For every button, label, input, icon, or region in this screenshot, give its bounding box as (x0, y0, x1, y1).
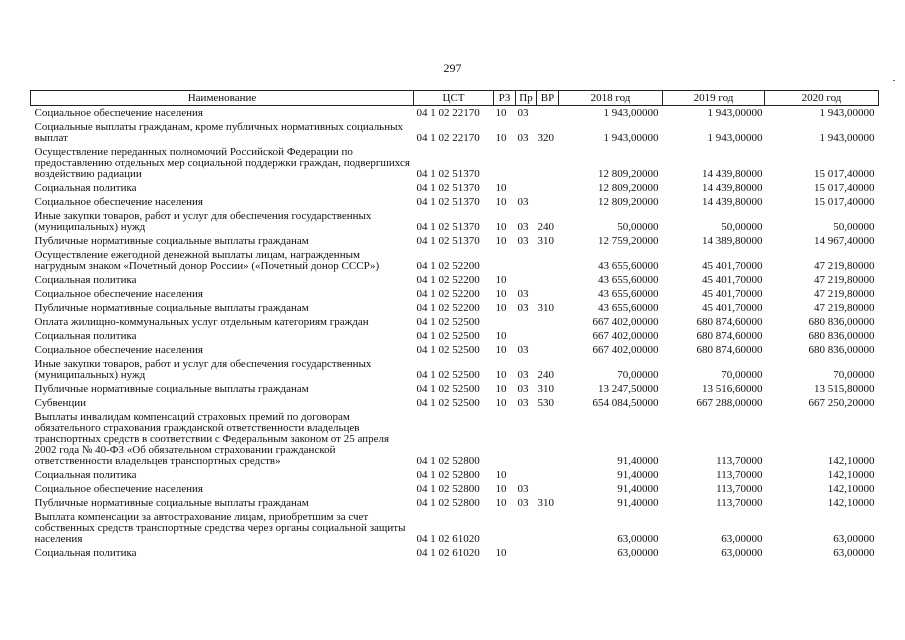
table-row (31, 546, 879, 560)
table-row (31, 106, 879, 121)
cell-2020: 63,00000 (833, 547, 875, 559)
cell-2019: 50,00000 (721, 221, 763, 233)
cell-vr: 240 (537, 221, 554, 233)
cell-vr (537, 248, 559, 273)
cell-cst: 04 1 02 52500 (416, 330, 480, 342)
table-row (31, 120, 879, 145)
cell-vr: 310 (537, 383, 554, 395)
cell-2018: 12 809,20000 (598, 182, 659, 194)
cell-2020: 142,10000 (827, 497, 875, 509)
cell-pr: 03 (517, 383, 529, 395)
cell-pr: 03 (517, 483, 529, 495)
cell-2020: 63,00000 (833, 533, 875, 545)
cell-pr: 03 (517, 288, 529, 300)
cell-pr: 03 (517, 497, 529, 509)
cell-2019: 63,00000 (721, 547, 763, 559)
cell-pr: 03 (517, 235, 529, 247)
cell-vr (537, 510, 559, 546)
cell-2020: 15 017,40000 (814, 196, 875, 208)
cell-cst: 04 1 02 52800 (416, 455, 480, 467)
table-row (31, 234, 879, 248)
cell-cst: 04 1 02 52800 (416, 483, 480, 495)
cell-pr: 03 (517, 107, 529, 119)
cell-2019: 63,00000 (721, 533, 763, 545)
cell-2018: 43 655,60000 (598, 274, 659, 286)
cell-2018: 1 943,00000 (603, 107, 659, 119)
cell-vr: 310 (537, 235, 554, 247)
cell-pr: 03 (517, 132, 529, 144)
cell-name: Публичные нормативные социальные выплаты гражданам (34, 235, 309, 247)
cell-rz: 10 (495, 547, 507, 559)
cell-vr: 310 (537, 497, 554, 509)
cell-2020: 50,00000 (833, 221, 875, 233)
cell-name: Социальное обеспечение населения (34, 288, 203, 300)
page-number: 297 (443, 61, 462, 75)
cell-name: Иные закупки товаров, работ и услуг для обеспечения государственных (муниципальных) нужд (34, 358, 372, 381)
cell-rz: 10 (495, 196, 507, 208)
header-name: Наименование (31, 91, 414, 106)
cell-2020: 47 219,80000 (814, 274, 875, 286)
cell-rz: 10 (495, 288, 507, 300)
cell-2019: 14 439,80000 (702, 168, 763, 180)
cell-cst: 04 1 02 61020 (416, 547, 480, 559)
cell-2019: 45 401,70000 (702, 274, 763, 286)
cell-vr: 240 (537, 369, 554, 381)
cell-pr: 03 (517, 397, 529, 409)
header-vr: ВР (537, 91, 559, 106)
table-row (31, 482, 879, 496)
table-body (31, 106, 879, 561)
cell-name: Осуществление переданных полномочий Российской Федерации по предоставлению отдельных мер социальной поддержки граждан, подвергшихся воздействию радиации (34, 146, 410, 180)
cell-rz (494, 145, 516, 181)
cell-name: Социальная политика (34, 274, 137, 286)
cell-rz (494, 315, 516, 329)
cell-vr (537, 287, 559, 301)
cell-vr: 310 (537, 302, 554, 314)
cell-2020: 142,10000 (827, 483, 875, 495)
cell-rz: 10 (495, 383, 507, 395)
cell-2019: 667 288,00000 (696, 397, 763, 409)
cell-cst: 04 1 02 52200 (416, 302, 480, 314)
cell-cst: 04 1 02 51370 (416, 235, 480, 247)
cell-name: Субвенции (34, 397, 87, 409)
cell-rz: 10 (495, 469, 507, 481)
cell-pr (516, 510, 537, 546)
cell-name: Социальная политика (34, 547, 137, 559)
cell-rz: 10 (495, 235, 507, 247)
cell-rz: 10 (495, 397, 507, 409)
header-2018: 2018 год (559, 91, 663, 106)
header-2019: 2019 год (663, 91, 765, 106)
cell-cst: 04 1 02 51370 (416, 196, 480, 208)
cell-vr (537, 106, 559, 121)
cell-2019: 113,70000 (716, 497, 763, 509)
table-row (31, 510, 879, 546)
cell-cst: 04 1 02 52500 (416, 397, 480, 409)
cell-2019: 13 516,60000 (702, 383, 763, 395)
cell-cst: 04 1 02 52800 (416, 469, 480, 481)
cell-2020: 47 219,80000 (814, 288, 875, 300)
cell-rz: 10 (495, 302, 507, 314)
table-row (31, 329, 879, 343)
cell-2019: 113,70000 (716, 483, 763, 495)
cell-pr (516, 273, 537, 287)
table-row (31, 343, 879, 357)
table-row (31, 209, 879, 234)
cell-vr (537, 273, 559, 287)
cell-2018: 654 084,50000 (592, 397, 659, 409)
cell-cst: 04 1 02 51370 (416, 168, 480, 180)
cell-name: Публичные нормативные социальные выплаты гражданам (34, 383, 309, 395)
cell-2018: 12 809,20000 (598, 168, 659, 180)
cell-name: Социальное обеспечение населения (34, 344, 203, 356)
cell-2020: 1 943,00000 (819, 107, 875, 119)
cell-rz: 10 (495, 107, 507, 119)
cell-2018: 50,00000 (617, 221, 659, 233)
cell-name: Оплата жилищно-коммунальных услуг отдельным категориям граждан (34, 316, 369, 328)
cell-rz: 10 (495, 330, 507, 342)
cell-2018: 43 655,60000 (598, 288, 659, 300)
cell-vr: 530 (537, 397, 554, 409)
cell-2018: 91,40000 (617, 469, 659, 481)
cell-2020: 142,10000 (827, 455, 875, 467)
cell-2019: 113,70000 (716, 455, 763, 467)
cell-rz: 10 (495, 344, 507, 356)
cell-2020: 14 967,40000 (814, 235, 875, 247)
table-row (31, 496, 879, 510)
cell-cst: 04 1 02 52200 (416, 260, 480, 272)
cell-2019: 1 943,00000 (707, 132, 763, 144)
cell-cst: 04 1 02 22170 (416, 107, 480, 119)
cell-vr (537, 145, 559, 181)
cell-cst: 04 1 02 52200 (416, 274, 480, 286)
cell-2018: 13 247,50000 (598, 383, 659, 395)
cell-2019: 14 389,80000 (702, 235, 763, 247)
cell-name: Публичные нормативные социальные выплаты гражданам (34, 302, 309, 314)
cell-2018: 667 402,00000 (592, 316, 659, 328)
cell-cst: 04 1 02 22170 (416, 132, 480, 144)
cell-2019: 680 874,60000 (696, 316, 763, 328)
table-row (31, 287, 879, 301)
cell-pr: 03 (517, 302, 529, 314)
cell-2019: 45 401,70000 (702, 260, 763, 272)
cell-vr (537, 315, 559, 329)
cell-2020: 47 219,80000 (814, 302, 875, 314)
cell-2019: 45 401,70000 (702, 288, 763, 300)
budget-table (30, 90, 879, 560)
cell-2020: 680 836,00000 (808, 330, 875, 342)
table-row (31, 410, 879, 468)
cell-2020: 680 836,00000 (808, 316, 875, 328)
cell-2018: 91,40000 (617, 455, 659, 467)
cell-2020: 13 515,80000 (814, 383, 875, 395)
cell-cst: 04 1 02 51370 (416, 182, 480, 194)
cell-2018: 667 402,00000 (592, 330, 659, 342)
cell-2020: 667 250,20000 (808, 397, 875, 409)
cell-cst: 04 1 02 52500 (416, 316, 480, 328)
cell-pr (516, 145, 537, 181)
cell-pr (516, 410, 537, 468)
cell-name: Выплата компенсации за автострахование лицам, приобретшим за счет собственных средств транспортные средства через органы социальной защиты населения (34, 511, 406, 545)
cell-rz: 10 (495, 221, 507, 233)
cell-name: Социальное обеспечение населения (34, 196, 203, 208)
table-row (31, 396, 879, 410)
table-row (31, 301, 879, 315)
cell-2019: 680 874,60000 (696, 344, 763, 356)
table-header (31, 91, 879, 106)
cell-pr (516, 468, 537, 482)
cell-cst: 04 1 02 52800 (416, 497, 480, 509)
cell-vr (537, 482, 559, 496)
cell-2018: 43 655,60000 (598, 260, 659, 272)
cell-2019: 14 439,80000 (702, 182, 763, 194)
cell-cst: 04 1 02 61020 (416, 533, 480, 545)
cell-pr: 03 (517, 221, 529, 233)
cell-2019: 45 401,70000 (702, 302, 763, 314)
cell-name: Социальные выплаты гражданам, кроме публичных нормативных социальных выплат (34, 121, 403, 144)
cell-2020: 15 017,40000 (814, 182, 875, 194)
cell-vr (537, 546, 559, 560)
table-row (31, 248, 879, 273)
table-row (31, 273, 879, 287)
cell-name: Осуществление ежегодной денежной выплаты лицам, награжденным нагрудным знаком «Почетный донор России» («Почетный донор СССР») (34, 249, 380, 272)
cell-pr (516, 181, 537, 195)
cell-name: Публичные нормативные социальные выплаты гражданам (34, 497, 309, 509)
cell-2018: 12 759,20000 (598, 235, 659, 247)
table-row (31, 357, 879, 382)
header-pr: Пр (516, 91, 537, 106)
cell-pr (516, 315, 537, 329)
cell-2019: 70,00000 (721, 369, 763, 381)
table-row (31, 145, 879, 181)
cell-rz: 10 (495, 132, 507, 144)
cell-name: Социальная политика (34, 182, 137, 194)
header-rz: РЗ (494, 91, 516, 106)
cell-name: Социальное обеспечение населения (34, 107, 203, 119)
cell-cst: 04 1 02 52500 (416, 383, 480, 395)
cell-pr (516, 248, 537, 273)
cell-pr (516, 329, 537, 343)
header-2020: 2020 год (765, 91, 879, 106)
table-row (31, 382, 879, 396)
header-row (31, 91, 879, 106)
cell-2020: 15 017,40000 (814, 168, 875, 180)
cell-vr (537, 195, 559, 209)
cell-pr: 03 (517, 369, 529, 381)
cell-name: Иные закупки товаров, работ и услуг для обеспечения государственных (муниципальных) нужд (34, 210, 372, 233)
cell-rz: 10 (495, 274, 507, 286)
cell-pr (516, 546, 537, 560)
cell-rz: 10 (495, 369, 507, 381)
cell-name: Социальное обеспечение населения (34, 483, 203, 495)
cell-rz (494, 248, 516, 273)
cell-name: Выплаты инвалидам компенсаций страховых премий по договорам обязательного страхования гражданской ответственности владельцев транспортных средств в соответствии с Федеральным законом от 25 апреля 2002 года № 40-ФЗ «Об обязательном страховании гражданской ответственности владельцев транспортных средств» (34, 411, 389, 467)
cell-name: Социальная политика (34, 330, 137, 342)
margin-mark (893, 80, 895, 81)
cell-2019: 113,70000 (716, 469, 763, 481)
header-cst: ЦСТ (414, 91, 494, 106)
cell-2018: 63,00000 (617, 547, 659, 559)
cell-rz (494, 510, 516, 546)
cell-2020: 1 943,00000 (819, 132, 875, 144)
table-row (31, 468, 879, 482)
cell-2018: 91,40000 (617, 483, 659, 495)
table-row (31, 195, 879, 209)
cell-2018: 91,40000 (617, 497, 659, 509)
cell-name: Социальная политика (34, 469, 137, 481)
cell-2018: 1 943,00000 (603, 132, 659, 144)
cell-rz (494, 410, 516, 468)
cell-cst: 04 1 02 52200 (416, 288, 480, 300)
cell-vr (537, 181, 559, 195)
cell-pr: 03 (517, 344, 529, 356)
table-row (31, 181, 879, 195)
cell-2018: 12 809,20000 (598, 196, 659, 208)
cell-2018: 70,00000 (617, 369, 659, 381)
cell-pr: 03 (517, 196, 529, 208)
cell-2018: 667 402,00000 (592, 344, 659, 356)
cell-vr (537, 329, 559, 343)
table-row (31, 315, 879, 329)
cell-2019: 14 439,80000 (702, 196, 763, 208)
cell-vr (537, 468, 559, 482)
cell-2018: 43 655,60000 (598, 302, 659, 314)
cell-2019: 1 943,00000 (707, 107, 763, 119)
cell-vr (537, 343, 559, 357)
cell-2020: 680 836,00000 (808, 344, 875, 356)
cell-2019: 680 874,60000 (696, 330, 763, 342)
cell-cst: 04 1 02 52500 (416, 369, 480, 381)
cell-2020: 142,10000 (827, 469, 875, 481)
cell-2018: 63,00000 (617, 533, 659, 545)
cell-2020: 70,00000 (833, 369, 875, 381)
cell-rz: 10 (495, 497, 507, 509)
cell-vr (537, 410, 559, 468)
cell-rz: 10 (495, 483, 507, 495)
cell-rz: 10 (495, 182, 507, 194)
cell-cst: 04 1 02 51370 (416, 221, 480, 233)
cell-cst: 04 1 02 52500 (416, 344, 480, 356)
cell-2020: 47 219,80000 (814, 260, 875, 272)
cell-vr: 320 (537, 132, 554, 144)
